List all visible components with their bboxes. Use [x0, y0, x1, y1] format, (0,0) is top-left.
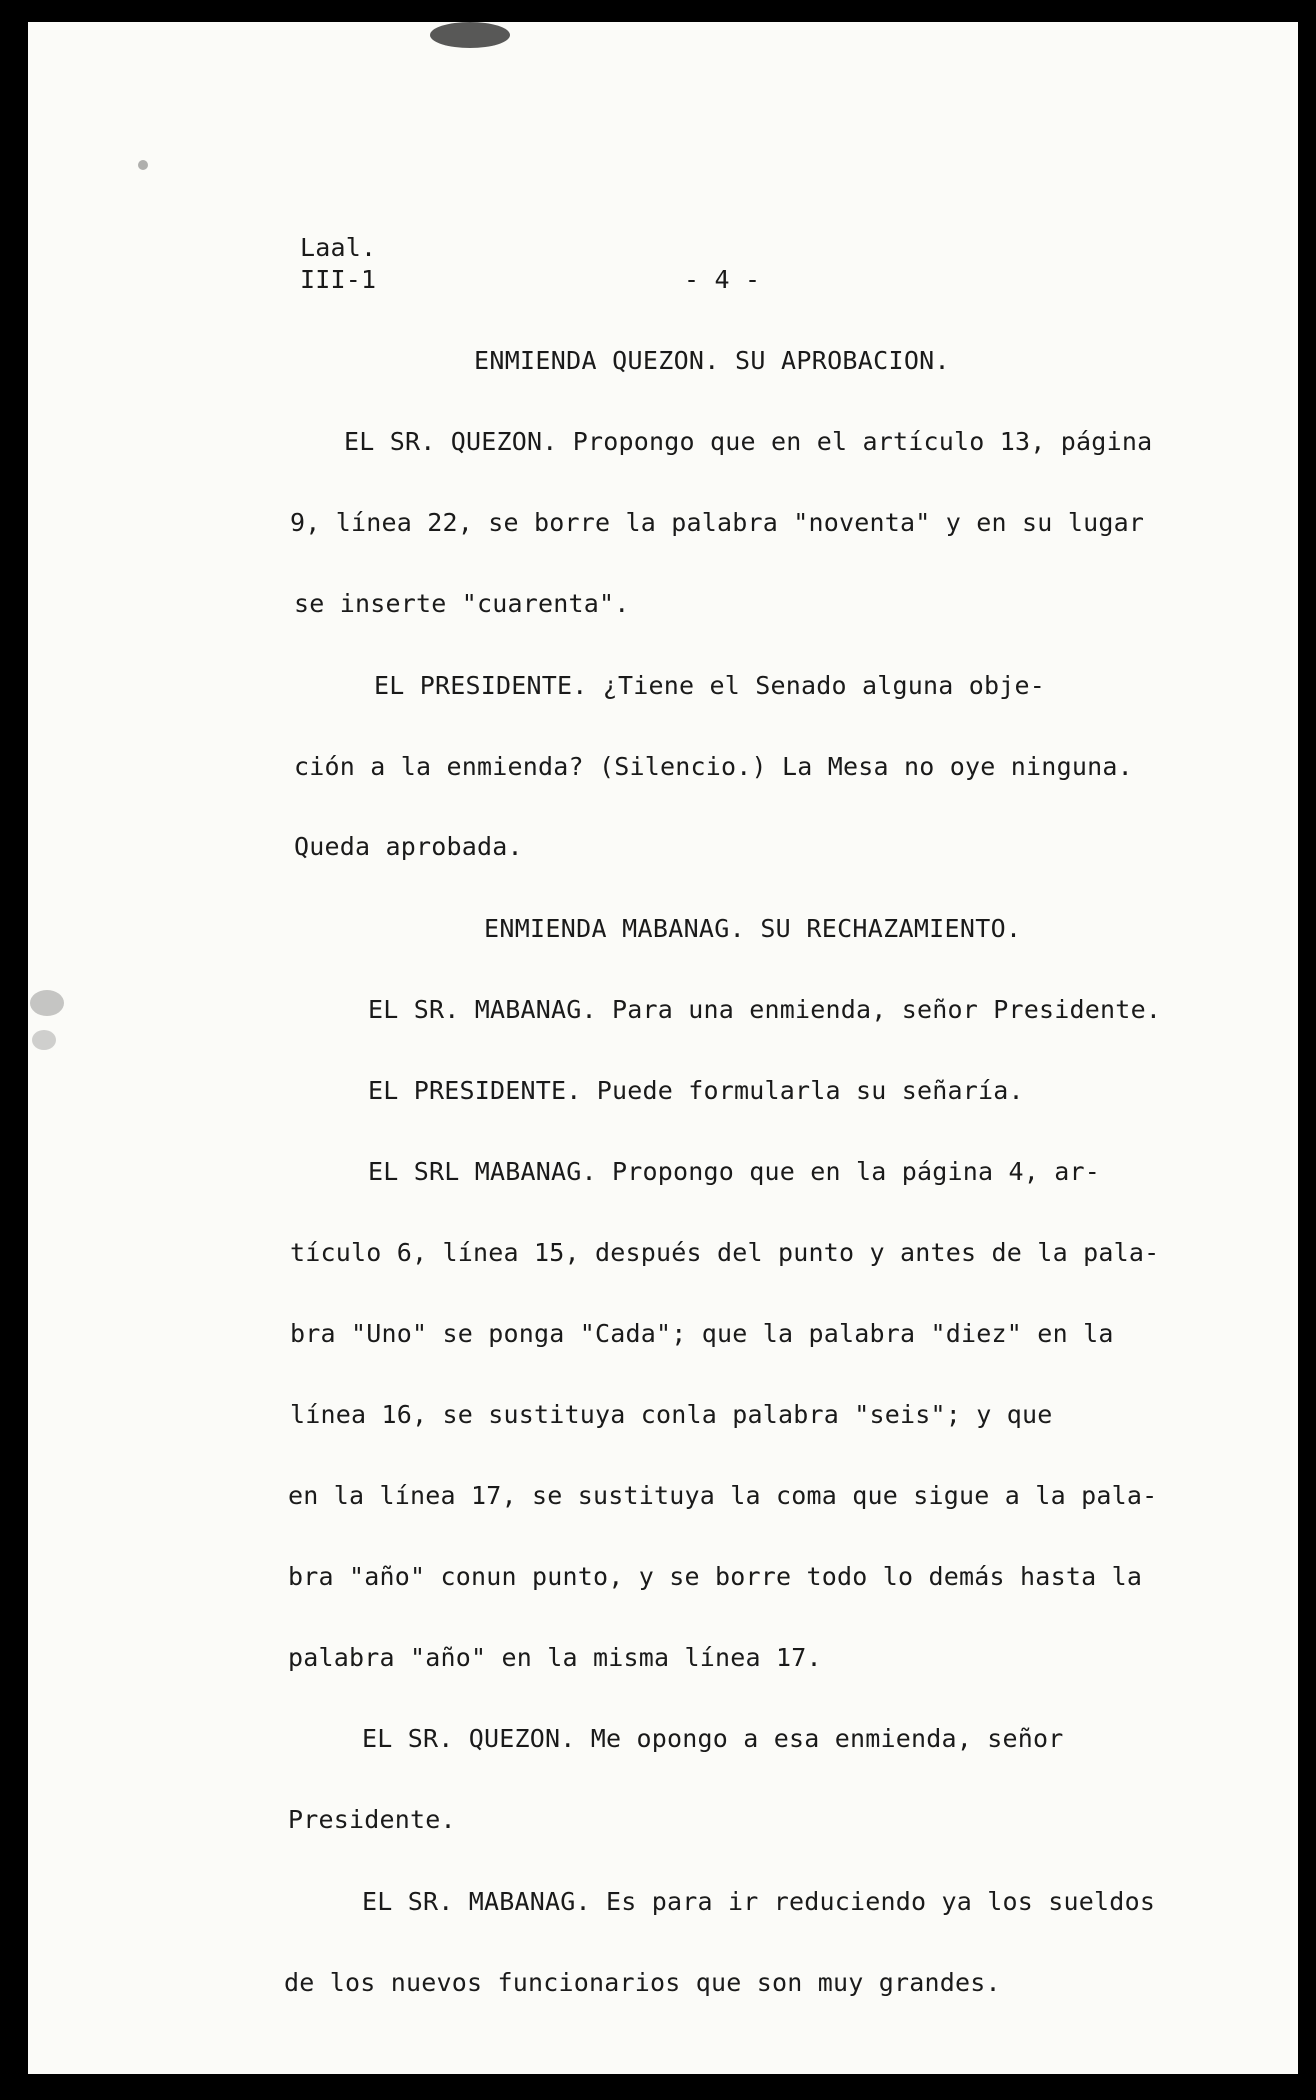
ink-smudge	[32, 1030, 56, 1050]
text-line: bra "año" conun punto, y se borre todo lo demás hasta la	[288, 1562, 1143, 1591]
text-line: Queda aprobada.	[294, 832, 523, 861]
text-line: EL SRL MABANAG. Propongo que en la página 4, ar-	[368, 1157, 1101, 1186]
ink-smudge	[138, 160, 148, 170]
text-line: tículo 6, línea 15, después del punto y antes de la pala-	[290, 1238, 1160, 1267]
page-number: - 4 -	[684, 265, 761, 294]
text-line: EL SR. MABANAG. Para una enmienda, señor Presidente.	[368, 995, 1162, 1024]
header-reference-line1: Laal.	[300, 233, 377, 262]
text-line: en la línea 17, se sustituya la coma que sigue a la pala-	[288, 1481, 1158, 1510]
ink-smudge	[430, 22, 510, 48]
text-line: bra "Uno" se ponga "Cada"; que la palabra "diez" en la	[290, 1319, 1114, 1348]
ink-smudge	[30, 990, 64, 1016]
text-line: EL SR. MABANAG. Es para ir reduciendo ya los sueldos	[362, 1887, 1156, 1916]
header-reference-line2: III-1	[300, 265, 377, 294]
text-line: EL SR. QUEZON. Propongo que en el artículo 13, página	[344, 427, 1153, 456]
text-line: 9, línea 22, se borre la palabra "noventa" y en su lugar	[290, 508, 1145, 537]
text-line: se inserte "cuarenta".	[294, 589, 630, 618]
text-line: línea 16, se sustituya conla palabra "seis"; y que	[290, 1400, 1053, 1429]
text-line: Presidente.	[288, 1805, 456, 1834]
text-line: palabra "año" en la misma línea 17.	[288, 1643, 822, 1672]
text-line: de los nuevos funcionarios que son muy grandes.	[284, 1968, 1001, 1997]
text-line: EL PRESIDENTE. ¿Tiene el Senado alguna obje-	[374, 671, 1046, 700]
section-heading: ENMIENDA QUEZON. SU APROBACION.	[474, 346, 950, 375]
text-line: EL SR. QUEZON. Me opongo a esa enmienda, señor	[362, 1724, 1064, 1753]
text-line: EL PRESIDENTE. Puede formularla su señaría.	[368, 1076, 1024, 1105]
section-heading: ENMIENDA MABANAG. SU RECHAZAMIENTO.	[484, 914, 1022, 943]
document-page	[28, 22, 1298, 2074]
text-line: ción a la enmienda? (Silencio.) La Mesa no oye ninguna.	[294, 752, 1133, 781]
